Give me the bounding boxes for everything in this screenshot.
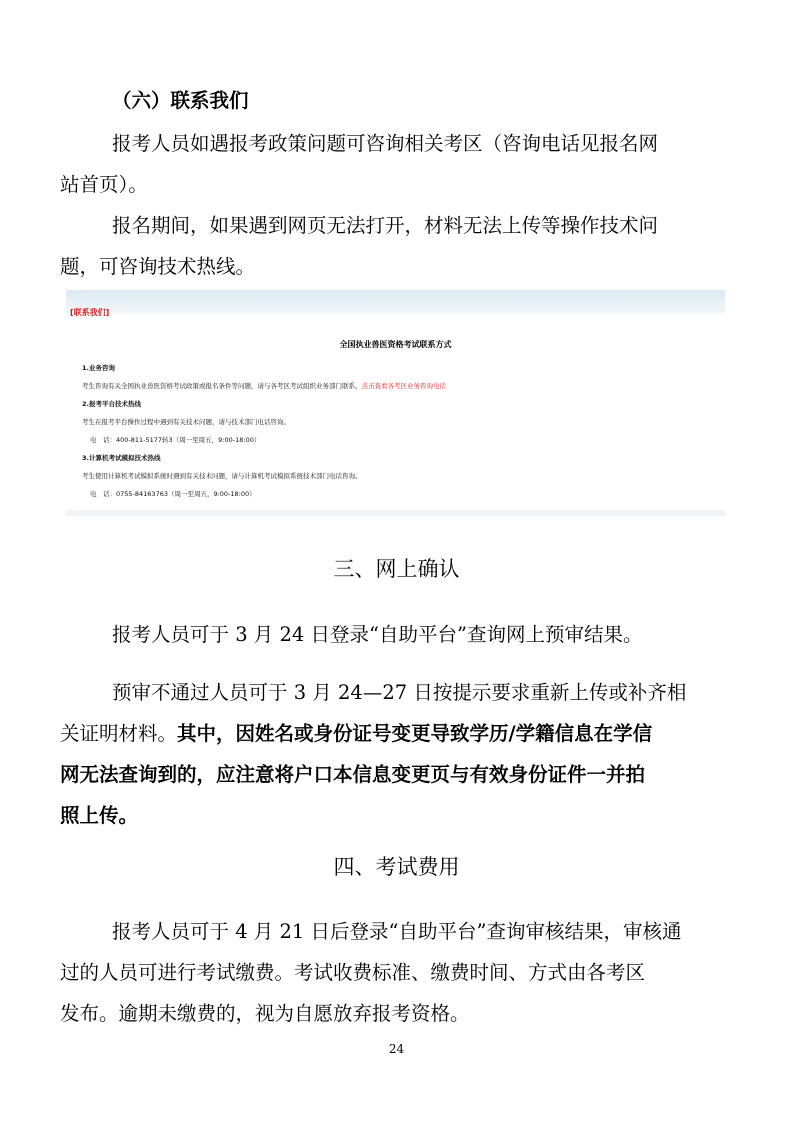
paragraph-line: 发布。逾期未缴费的，视为自愿放弃报考资格。 xyxy=(60,1002,470,1025)
business-consult-text: 考生咨询有关全国执业兽医资格考试政策或报名条件等问题，请与各考区考试组织业务部门联系。点击查看各考区业务咨询电话 xyxy=(82,382,446,390)
screenshot-footer-bar xyxy=(66,510,725,516)
paragraph-line: 报考人员可于 4 月 21 日后登录“自助平台”查询审核结果，审核通 xyxy=(112,920,682,943)
paragraph-line: 预审不通过人员可于 3 月 24—27 日按提示要求重新上传或补齐相 xyxy=(112,681,687,704)
screenshot-tag: [联系我们] xyxy=(70,308,110,317)
bold-notice-start: 其中，因姓名或身份证号变更导致学历/学籍信息在学信 xyxy=(177,722,653,745)
section-title-contact: （六）联系我们 xyxy=(112,89,249,112)
heading-exam-fees: 四、考试费用 xyxy=(333,855,460,879)
business-consult-heading: 1.业务咨询 xyxy=(82,364,115,372)
paragraph-line: 关证明材料。其中，因姓名或身份证号变更导致学历/学籍信息在学信 xyxy=(60,722,653,745)
paragraph-line: 题，可咨询技术热线。 xyxy=(60,255,256,278)
contact-info-screenshot xyxy=(66,290,725,516)
paragraph-line: 报考人员可于 3 月 24 日登录“自助平台”查询网上预审结果。 xyxy=(112,623,643,646)
heading-online-confirmation: 三、网上确认 xyxy=(333,557,460,581)
platform-hotline-heading: 2.报考平台技术热线 xyxy=(82,400,141,408)
simulation-hotline-phone: 电 话：0755-84163763（周一至周五，9:00-18:00） xyxy=(90,490,256,498)
paragraph-line: 站首页）。 xyxy=(60,173,148,196)
platform-hotline-phone: 电 话：400-811-5177转3（周一至周五，9:00-18:00） xyxy=(90,436,261,444)
bold-notice-line: 照上传。 xyxy=(60,804,139,827)
simulation-hotline-text: 考生使用计算机考试模拟系统时遇到有关技术问题，请与计算机考试模拟系统技术部门电话咨询。 xyxy=(82,472,362,480)
paragraph-line: 报考人员如遇报考政策问题可咨询相关考区（咨询电话见报名网 xyxy=(112,132,659,155)
platform-hotline-text: 考生在报考平台操作过程中遇到有关技术问题，请与技术部门电话咨询。 xyxy=(82,418,290,426)
simulation-hotline-heading: 3.计算机考试模拟技术热线 xyxy=(82,454,161,462)
screenshot-title: 全国执业兽医资格考试联系方式 xyxy=(339,340,452,349)
page-number: 24 xyxy=(388,1042,405,1056)
consult-phone-link[interactable]: 点击查看各考区业务咨询电话 xyxy=(361,382,446,390)
screenshot-header-bar xyxy=(66,290,725,314)
bold-notice-line: 网无法查询到的，应注意将户口本信息变更页与有效身份证件一并拍 xyxy=(60,763,646,786)
paragraph-line: 过的人员可进行考试缴费。考试收费标准、缴费时间、方式由各考区 xyxy=(60,961,646,984)
paragraph-line: 报名期间，如果遇到网页无法打开，材料无法上传等操作技术问 xyxy=(112,214,659,237)
